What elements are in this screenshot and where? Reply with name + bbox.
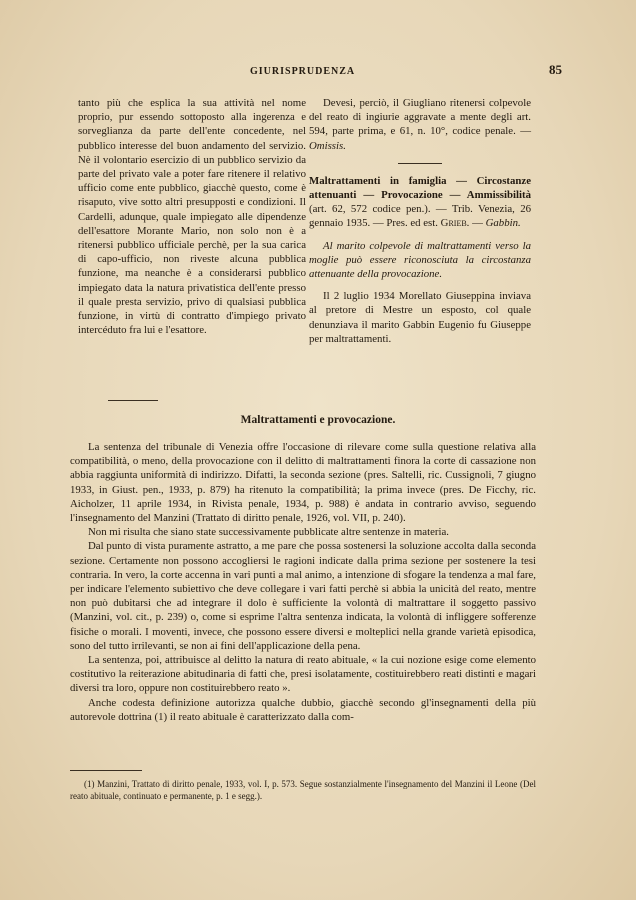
right-paragraph-1: [309, 96, 531, 153]
left-column: [78, 96, 306, 337]
massima-party: Gabbin.: [485, 217, 521, 230]
omissis: Omissis.: [309, 139, 346, 152]
footnote-rule: [70, 770, 142, 771]
commentary-paragraph-3: Dal punto di vista puramente astratto, a me pare che possa sostenersi la soluzione accolta dalla seconda sezione. Certamente non possono accogliersi le ragioni indicate dalla prima sezione per sostenere la tesi contraria. In vero, la corte accenna in vari punti a mal animo, a intenzione di sfogare la tendenza a mal fare, per indicare l'elemento subiettivo che deve collegare i vari fatti perchè si abbia la unicità del reato, mentre non può dubitarsi che ad integrare il dolo è sufficiente la volontà di maltrattare il soggetto passivo (Manzini, vol. cit., p. 239) o, come si esprime l'altra sentenza indicata, la volontà di infliggere sofferenze fisiche o morali. I moventi, invece, che possono essere diversi e molteplici nella grande varietà episodica, sono del tutto irrilevanti, se non ai fini dell'applicazione della pena.: [70, 540, 536, 652]
massima-text: Al marito colpevole di maltrattamenti verso la moglie può essere riconosciuta la circostanza attenuante della provocazione.: [309, 239, 531, 281]
separator-rule: [398, 163, 442, 164]
right-column: [309, 96, 531, 346]
commentary-paragraph-4: La sentenza, poi, attribuisce al delitto la natura di reato abituale, « la cui nozione esige come elemento costitutivo la reiterazione abitudinaria di fatti che, presi isolatamente, costituirebbero reati distinti e magari diversi tra loro, oppure non costituirebbero reato ».: [70, 654, 536, 695]
footnote-text: (1) Manzini, Trattato di diritto penale, 1933, vol. I, p. 573. Segue sostanzialmente l'insegnamento del Manzini il Leone (Del reato abituale, continuato e permanente, p. 1 e segg.).: [70, 779, 536, 801]
commentary-paragraph-5: Anche codesta definizione autorizza qualche dubbio, giacchè secondo gl'insegnamenti della più autorevole dottrina (1) il reato abituale è caratterizzato dalla com-: [70, 696, 536, 723]
massima-title: Maltrattamenti in famiglia — Circostanze attenuanti — Provocazione — Ammissibilità: [309, 174, 531, 202]
footnote: [70, 778, 536, 802]
section-title: Maltrattamenti e provocazione.: [240, 414, 396, 426]
commentary-body: [70, 440, 536, 724]
right-paragraph-1-text: Devesi, perciò, il Giugliano ritenersi colpevole del reato di ingiurie aggravate a mente degli art. 594, parte prima, e 61, n. 10°, codice penale. —: [309, 97, 531, 138]
massima-heading: Maltrattamenti in famiglia — Circostanze attenuanti — Provocazione — Ammissibilità (art. 62, 572 codice pen.). — Trib. Venezia, 26 gennaio 1935. — Pres. ed est. Grieb. — Gabbin.: [309, 174, 531, 230]
commentary-paragraph-1: La sentenza del tribunale di Venezia offre l'occasione di rilevare come sulla questione relativa alla compatibilità, o meno, della provocazione con il delitto di maltrattamenti finora la corte di cassazione non abbia raggiunta uniformità di indirizzo. Difatti, la seconda sezione (pres. Saltelli, ric. Cussignoli, 7 giugno 1933, in Giust. pen., 1933, p. 879) ha ritenuto la compatibilità; la prima invece (pres. De Ficchy, ric. Aicholzer, 11 aprile 1934, in Rivista penale, 1934, p. 988) è andata in contrario avviso, seguendo l'insegnamento del Manzini (Trattato di diritto penale, 1926, vol. VII, p. 240).: [70, 441, 536, 525]
running-head: GIURISPRUDENZA: [250, 66, 356, 77]
page-number: 85: [549, 62, 562, 77]
massima-reference: (art. 62, 572 codice pen.). — Trib. Venezia, 26 gennaio 1935. — Pres. ed est.: [309, 203, 531, 230]
left-paragraph: tanto più che esplica la sua attività nel nome proprio, pur essendo sottoposto alla ingerenza e sorveglianza da parte dell'ente concedente, nel pubblico interesse del buon andamento del servizio. Nè il volontario esercizio di un pubblico servizio da parte del privato vale a poter fare ritenere il relativo ufficio come ente pubblico, giacchè questo, come è risaputo, vive sotto altri presupposti e condizioni. Il Cardelli, adunque, quale impiegato alle dipendenze dell'esattore Morante Mario, non solo non è a ritenersi pubblico ufficiale perchè, per la sua carica di capo-ufficio, non riveste alcuna pubblica funzione, ma neanche è a considerarsi pubblico impiegato data la natura privatistica dell'ente presso il quale presta servizio, privo di qualsiasi pubblica funzione, in virtù di contratto d'impiego privato intercéduto fra lui e l'esattore.: [78, 97, 306, 337]
left-column-end-rule: [108, 400, 158, 401]
right-paragraph-2: Il 2 luglio 1934 Morellato Giuseppina inviava al pretore di Mestre un esposto, col quale denunziava il marito Gabbin Eugenio fu Giuseppe per maltrattamenti.: [309, 290, 531, 345]
commentary-paragraph-2: Non mi risulta che siano state successivamente pubblicate altre sentenze in materia.: [88, 526, 449, 539]
massima-judge: Grieb.: [440, 217, 470, 230]
